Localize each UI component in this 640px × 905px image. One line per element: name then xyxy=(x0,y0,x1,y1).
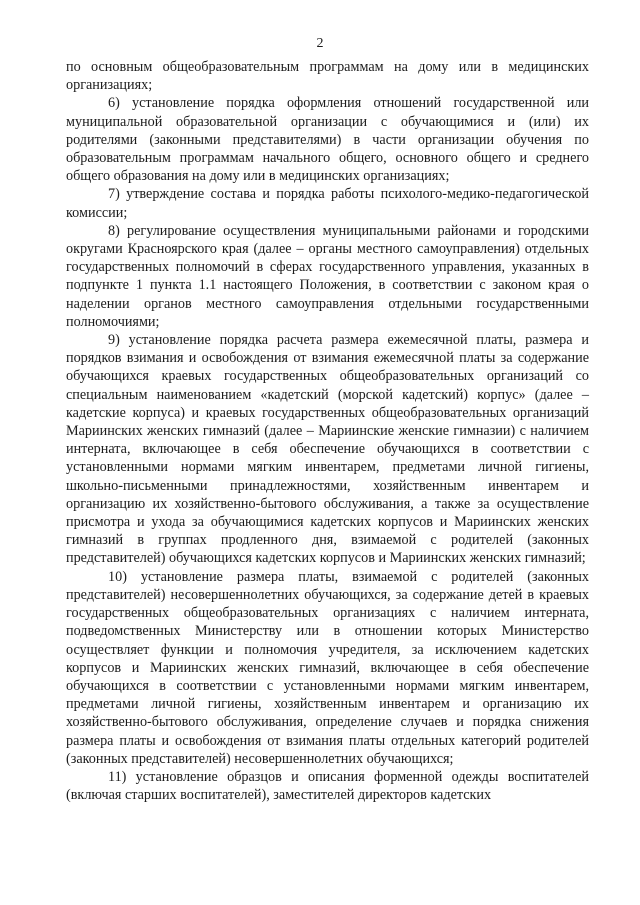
page-number: 2 xyxy=(316,36,324,51)
paragraph-item-10: 10) установление размера платы, взимаемой с родителей (законных представителей) несовершеннолетних обучающихся, за содержание детей в краевых государственных общеобразовательных организациях с наличием интерната, подведомственных Министерству или в отношении которых Министерство осуществляет функции и полномочия учредителя, за исключением кадетских корпусов и Мариинских женских гимназий, включающее в себя обеспечение обучающихся в соответствии с установленными нормами мягким инвентарем, предметами личной гигиены, хозяйственным инвентарем и организацию их хозяйственно-бытового обслуживания, определение случаев и порядка снижения размера платы и освобождения от взимания платы отдельных категорий родителей (законных представителей) несовершеннолетних обучающихся; xyxy=(66,568,589,767)
document-body xyxy=(66,58,589,804)
paragraph-continuation: по основным общеобразовательным программам на дому или в медицинских организациях; xyxy=(66,59,589,94)
paragraph-item-6: 6) установление порядка оформления отношений государственной или муниципальной образовательной организации с обучающимися и (или) их родителями (законными представителями) в части организации обучения по образовательным программам начального общего, основного общего и среднего общего образования на дому или в медицинских организациях; xyxy=(66,95,589,185)
paragraph-item-9: 9) установление порядка расчета размера ежемесячной платы, размера и порядков взимания и освобождения от взимания ежемесячной платы за содержание обучающихся краевых государственных общеобразовательных организаций со специальным наименованием «кадетский (морской кадетский) корпус» (далее – кадетские корпуса) и краевых государственных общеобразовательных организаций Мариинских женских гимназий (далее – Мариинские женские гимназии) с наличием интерната, включающее в себя обеспечение обучающихся в соответствии с установленными нормами мягким инвентарем, предметами личной гигиены, школьно-письменными принадлежностями, хозяйственным инвентарем и организацию их хозяйственно-бытового обслуживания, а также за осуществление присмотра и ухода за обучающимися кадетских корпусов и Мариинских женских гимназий в группах продленного дня, взимаемой с родителей (законных представителей) обучающихся кадетских корпусов и Мариинских женских гимназий; xyxy=(66,332,589,567)
paragraph-item-8: 8) регулирование осуществления муниципальными районами и городскими округами Красноярского края (далее – органы местного самоуправления) отдельных государственных полномочий в сферах государственного управления, указанных в подпункте 1 пункта 1.1 настоящего Положения, в соответствии с законом края о наделении органов местного самоуправления отдельными государственными полномочиями; xyxy=(66,222,589,330)
paragraph-item-7: 7) утверждение состава и порядка работы психолого-медико-педагогической комиссии; xyxy=(66,186,589,221)
paragraph-item-11: 11) установление образцов и описания форменной одежды воспитателей (включая старших воспитателей), заместителей директоров кадетских xyxy=(66,768,589,804)
